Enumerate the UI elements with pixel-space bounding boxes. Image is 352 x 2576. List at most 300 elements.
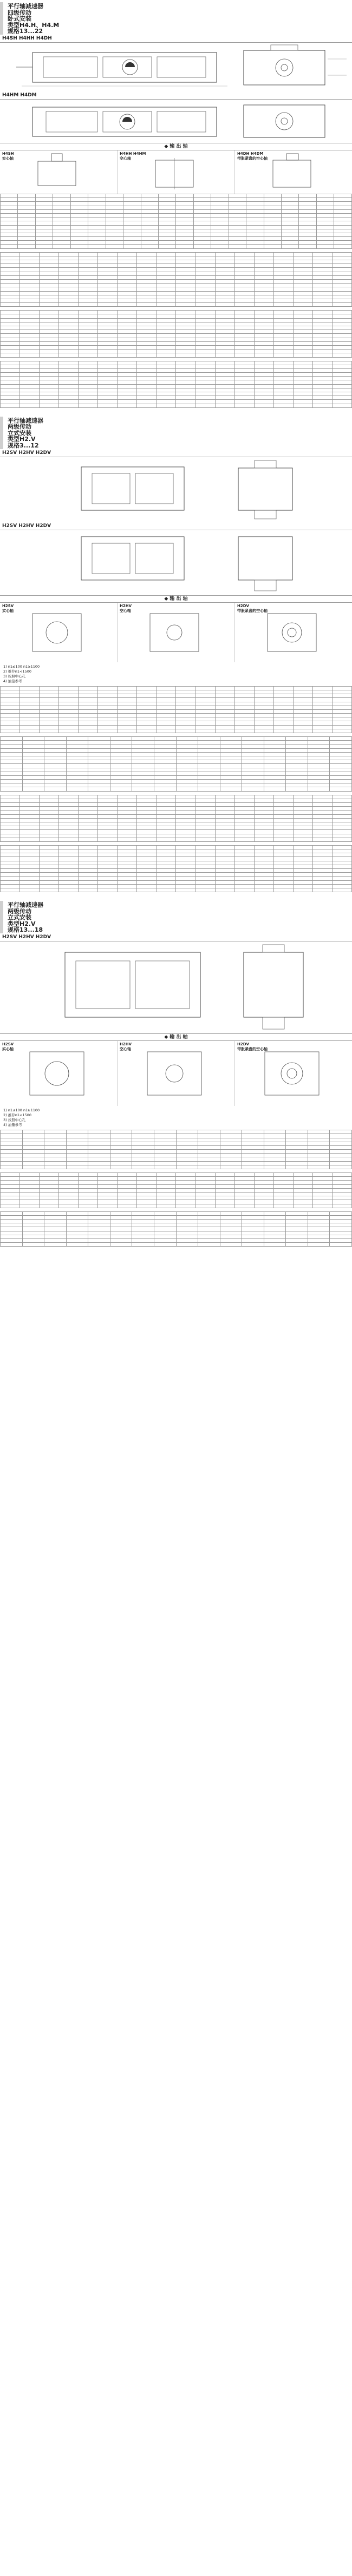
table-cell	[35, 218, 53, 221]
table-cell	[286, 737, 308, 741]
table-cell	[229, 233, 246, 236]
table-cell	[215, 279, 234, 283]
table-cell	[293, 706, 312, 709]
table-cell	[234, 311, 254, 314]
table-cell	[20, 702, 40, 706]
table-cell	[332, 830, 351, 834]
table-cell	[70, 237, 88, 241]
table-cell	[176, 845, 195, 849]
table-cell	[246, 206, 264, 209]
table-cell	[110, 745, 132, 748]
table-cell	[40, 1196, 59, 1200]
table-cell	[137, 384, 157, 388]
table-cell	[1, 198, 18, 202]
table-cell	[66, 1215, 88, 1219]
table-cell	[154, 1150, 176, 1154]
table-cell	[1, 1231, 23, 1235]
shaft-label: H4DH H4DM 带胀紧盘的空心轴	[237, 151, 268, 161]
table-cell	[79, 807, 98, 811]
table-cell	[211, 209, 229, 213]
table-cell	[20, 314, 40, 318]
table-cell	[176, 1173, 195, 1177]
table-cell	[110, 1142, 132, 1145]
table-cell	[220, 1243, 242, 1247]
table-cell	[98, 330, 118, 334]
table-cell	[35, 198, 53, 202]
table-cell	[79, 857, 98, 861]
table-cell	[40, 377, 59, 380]
table-cell	[157, 811, 176, 814]
table-cell	[141, 218, 158, 221]
table-cell	[118, 690, 137, 694]
table-cell	[195, 845, 215, 849]
spec-table	[0, 361, 352, 408]
table-cell	[215, 368, 234, 372]
table-cell	[273, 706, 293, 709]
table-cell	[332, 869, 351, 873]
table-cell	[254, 353, 273, 357]
table-cell	[195, 838, 215, 841]
table-row	[1, 1188, 352, 1192]
table-row	[1, 373, 352, 377]
table-cell	[215, 287, 234, 291]
table-cell	[44, 1243, 67, 1247]
table-cell	[332, 361, 351, 365]
table-cell	[40, 729, 59, 733]
table-cell	[234, 729, 254, 733]
table-cell	[220, 1235, 242, 1238]
table-cell	[98, 1177, 118, 1181]
table-cell	[234, 888, 254, 892]
table-cell	[44, 756, 67, 760]
table-cell	[211, 237, 229, 241]
table-cell	[1, 1196, 20, 1200]
shaft-cell	[235, 150, 352, 194]
table-row	[1, 869, 352, 873]
table-cell	[312, 400, 332, 404]
table-cell	[312, 384, 332, 388]
table-cell	[273, 326, 293, 330]
table-cell	[118, 279, 137, 283]
table-cell	[211, 225, 229, 229]
table-cell	[79, 814, 98, 818]
table-cell	[211, 218, 229, 221]
table-cell	[22, 1239, 44, 1243]
table-cell	[20, 803, 40, 807]
table-cell	[110, 1130, 132, 1134]
table-cell	[215, 818, 234, 822]
table-cell	[176, 272, 195, 275]
table-row	[1, 1239, 352, 1243]
table-cell	[312, 1181, 332, 1184]
table-row	[1, 877, 352, 880]
table-cell	[273, 368, 293, 372]
table-cell	[273, 322, 293, 326]
table-cell	[220, 764, 242, 768]
table-cell	[176, 1157, 198, 1161]
table-cell	[215, 353, 234, 357]
table-cell	[98, 1192, 118, 1196]
table-cell	[254, 392, 273, 396]
table-cell	[22, 741, 44, 745]
table-row	[1, 741, 352, 745]
table-cell	[132, 1215, 154, 1219]
table-cell	[195, 256, 215, 260]
table-cell	[154, 748, 176, 752]
table-cell	[234, 807, 254, 811]
table-cell	[1, 853, 20, 857]
table-cell	[22, 775, 44, 779]
table-cell	[312, 272, 332, 275]
table-cell	[293, 857, 312, 861]
table-cell	[286, 775, 308, 779]
table-cell	[98, 264, 118, 268]
table-cell	[118, 365, 137, 368]
table-row	[1, 1142, 352, 1145]
table-cell	[118, 811, 137, 814]
table-cell	[195, 291, 215, 295]
table-cell	[234, 380, 254, 384]
table-cell	[293, 284, 312, 287]
table-cell	[282, 245, 299, 248]
section-h2v-small	[0, 417, 352, 895]
table-cell	[308, 1134, 330, 1138]
table-cell	[59, 350, 79, 353]
table-cell	[332, 260, 351, 264]
table-cell	[215, 291, 234, 295]
table-cell	[220, 1231, 242, 1235]
table-cell	[1, 888, 20, 892]
table-cell	[59, 714, 79, 717]
table-cell	[98, 799, 118, 802]
table-cell	[242, 1134, 264, 1138]
table-cell	[123, 237, 141, 241]
table-cell	[40, 252, 59, 256]
table-cell	[312, 396, 332, 400]
table-cell	[79, 373, 98, 377]
table-cell	[242, 787, 264, 791]
table-cell	[215, 814, 234, 818]
table-cell	[123, 209, 141, 213]
table-cell	[254, 888, 273, 892]
table-cell	[198, 1220, 220, 1223]
table-cell	[176, 694, 195, 698]
table-cell	[98, 361, 118, 365]
table-cell	[332, 880, 351, 884]
table-cell	[215, 260, 234, 264]
table-cell	[118, 338, 137, 341]
table-cell	[98, 884, 118, 888]
table-cell	[79, 826, 98, 830]
shaft-row	[0, 603, 352, 662]
table-cell	[1, 284, 20, 287]
table-cell	[312, 380, 332, 384]
table-cell	[312, 686, 332, 690]
table-cell	[332, 1181, 351, 1184]
table-cell	[215, 284, 234, 287]
table-row	[1, 702, 352, 706]
table-cell	[198, 760, 220, 764]
table-cell	[220, 1215, 242, 1219]
table-cell	[158, 225, 175, 229]
table-cell	[157, 260, 176, 264]
table-cell	[1, 877, 20, 880]
table-cell	[98, 717, 118, 721]
table-cell	[273, 404, 293, 407]
table-cell	[330, 1227, 352, 1231]
table-cell	[195, 795, 215, 799]
table-cell	[1, 229, 18, 233]
table-cell	[1, 213, 18, 217]
table-cell	[1, 237, 18, 241]
table-cell	[293, 884, 312, 888]
table-cell	[1, 1235, 23, 1238]
table-cell	[215, 865, 234, 868]
table-cell	[1, 1215, 23, 1219]
table-cell	[254, 865, 273, 868]
table-cell	[332, 392, 351, 396]
table-cell	[20, 714, 40, 717]
table-row	[1, 811, 352, 814]
table-cell	[176, 729, 195, 733]
table-cell	[176, 768, 198, 772]
table-cell	[273, 725, 293, 729]
table-cell	[273, 698, 293, 702]
table-row	[1, 221, 352, 225]
table-cell	[118, 1177, 137, 1181]
table-cell	[176, 737, 198, 741]
table-cell	[110, 1243, 132, 1247]
table-cell	[312, 295, 332, 299]
table-cell	[312, 834, 332, 838]
table-cell	[254, 361, 273, 365]
table-cell	[215, 1196, 234, 1200]
table-cell	[176, 303, 195, 307]
table-cell	[176, 1138, 198, 1142]
table-cell	[20, 1204, 40, 1208]
table-cell	[215, 869, 234, 873]
table-cell	[79, 350, 98, 353]
table-cell	[106, 218, 123, 221]
table-cell	[1, 221, 18, 225]
table-cell	[18, 229, 35, 233]
table-cell	[229, 221, 246, 225]
table-cell	[1, 1130, 23, 1134]
table-cell	[98, 818, 118, 822]
table-cell	[137, 338, 157, 341]
table-row	[1, 729, 352, 733]
table-cell	[215, 299, 234, 302]
table-cell	[118, 869, 137, 873]
table-cell	[195, 295, 215, 299]
table-cell	[264, 772, 286, 775]
table-cell	[98, 341, 118, 345]
table-cell	[293, 377, 312, 380]
table-row	[1, 404, 352, 407]
table-cell	[308, 787, 330, 791]
table-row	[1, 1157, 352, 1161]
table-cell	[40, 721, 59, 725]
spec-table	[0, 1130, 352, 1169]
table-cell	[176, 1211, 198, 1215]
table-cell	[79, 830, 98, 834]
table-row	[1, 272, 352, 275]
table-cell	[98, 861, 118, 865]
table-cell	[273, 830, 293, 834]
table-cell	[118, 368, 137, 372]
table-cell	[40, 888, 59, 892]
table-cell	[1, 287, 20, 291]
table-cell	[293, 822, 312, 826]
table-cell	[254, 373, 273, 377]
table-cell	[195, 311, 215, 314]
table-cell	[293, 341, 312, 345]
table-cell	[176, 1196, 195, 1200]
table-cell	[273, 694, 293, 698]
table-cell	[20, 373, 40, 377]
table-cell	[195, 1181, 215, 1184]
table-cell	[59, 318, 79, 322]
table-cell	[234, 884, 254, 888]
table-cell	[1, 760, 23, 764]
table-row	[1, 1223, 352, 1227]
table-cell	[1, 737, 23, 741]
table-cell	[118, 256, 137, 260]
table-cell	[20, 1188, 40, 1192]
table-cell	[59, 345, 79, 349]
table-cell	[137, 287, 157, 291]
table-cell	[176, 1192, 195, 1196]
table-cell	[211, 245, 229, 248]
table-cell	[20, 807, 40, 811]
table-cell	[1, 330, 20, 334]
table-cell	[330, 756, 352, 760]
table-cell	[332, 279, 351, 283]
table-cell	[132, 1235, 154, 1238]
table-cell	[195, 830, 215, 834]
table-cell	[234, 861, 254, 865]
table-cell	[176, 1161, 198, 1165]
table-cell	[40, 853, 59, 857]
table-row	[1, 341, 352, 345]
table-cell	[66, 752, 88, 756]
table-cell	[176, 209, 193, 213]
table-cell	[195, 322, 215, 326]
table-cell	[312, 303, 332, 307]
table-cell	[211, 198, 229, 202]
table-cell	[40, 287, 59, 291]
table-cell	[1, 1220, 23, 1223]
table-cell	[316, 237, 334, 241]
table-cell	[176, 1154, 198, 1157]
table-cell	[195, 350, 215, 353]
table-cell	[40, 845, 59, 849]
table-cell	[44, 1145, 67, 1149]
table-cell	[242, 1231, 264, 1235]
table-cell	[88, 737, 110, 741]
table-cell	[98, 256, 118, 260]
table-cell	[88, 1211, 110, 1215]
table-cell	[44, 1239, 67, 1243]
table-cell	[1, 264, 20, 268]
table-cell	[330, 748, 352, 752]
table-cell	[215, 717, 234, 721]
table-cell	[118, 1204, 137, 1208]
table-cell	[234, 392, 254, 396]
title-line: 平行轴减速器	[8, 901, 43, 909]
table-cell	[273, 380, 293, 384]
table-cell	[154, 756, 176, 760]
table-cell	[293, 1173, 312, 1177]
table-cell	[220, 1220, 242, 1223]
table-cell	[195, 365, 215, 368]
table-cell	[1, 799, 20, 802]
table-cell	[254, 272, 273, 275]
table-cell	[110, 1231, 132, 1235]
table-cell	[20, 1181, 40, 1184]
shaft-label: H4HH H4HM 空心轴	[120, 151, 146, 161]
table-cell	[254, 838, 273, 841]
table-cell	[157, 877, 176, 880]
table-cell	[286, 1134, 308, 1138]
table-cell	[59, 702, 79, 706]
table-row	[1, 1243, 352, 1247]
table-cell	[59, 1173, 79, 1177]
table-cell	[176, 884, 195, 888]
table-cell	[110, 752, 132, 756]
table-cell	[332, 814, 351, 818]
table-cell	[312, 725, 332, 729]
table-cell	[246, 245, 264, 248]
table-cell	[195, 706, 215, 709]
table-cell	[1, 783, 23, 787]
table-cell	[198, 1134, 220, 1138]
table-cell	[220, 768, 242, 772]
table-row	[1, 1173, 352, 1177]
table-cell	[254, 326, 273, 330]
table-cell	[220, 783, 242, 787]
table-cell	[293, 396, 312, 400]
title-line: 两级传动	[8, 907, 31, 915]
table-cell	[157, 404, 176, 407]
table-cell	[59, 853, 79, 857]
table-cell	[215, 725, 234, 729]
table-cell	[35, 245, 53, 248]
table-row	[1, 322, 352, 326]
table-cell	[246, 202, 264, 206]
table-cell	[137, 888, 157, 892]
table-cell	[79, 795, 98, 799]
table-cell	[137, 365, 157, 368]
table-cell	[316, 202, 334, 206]
table-cell	[141, 213, 158, 217]
table-cell	[20, 822, 40, 826]
table-cell	[215, 350, 234, 353]
table-cell	[198, 783, 220, 787]
table-cell	[312, 857, 332, 861]
table-cell	[118, 714, 137, 717]
table-cell	[246, 218, 264, 221]
table-cell	[332, 690, 351, 694]
table-cell	[215, 334, 234, 338]
table-cell	[273, 252, 293, 256]
table-cell	[98, 721, 118, 725]
table-cell	[215, 690, 234, 694]
table-cell	[273, 1177, 293, 1181]
table-cell	[141, 225, 158, 229]
table-cell	[273, 388, 293, 392]
table-cell	[98, 826, 118, 830]
